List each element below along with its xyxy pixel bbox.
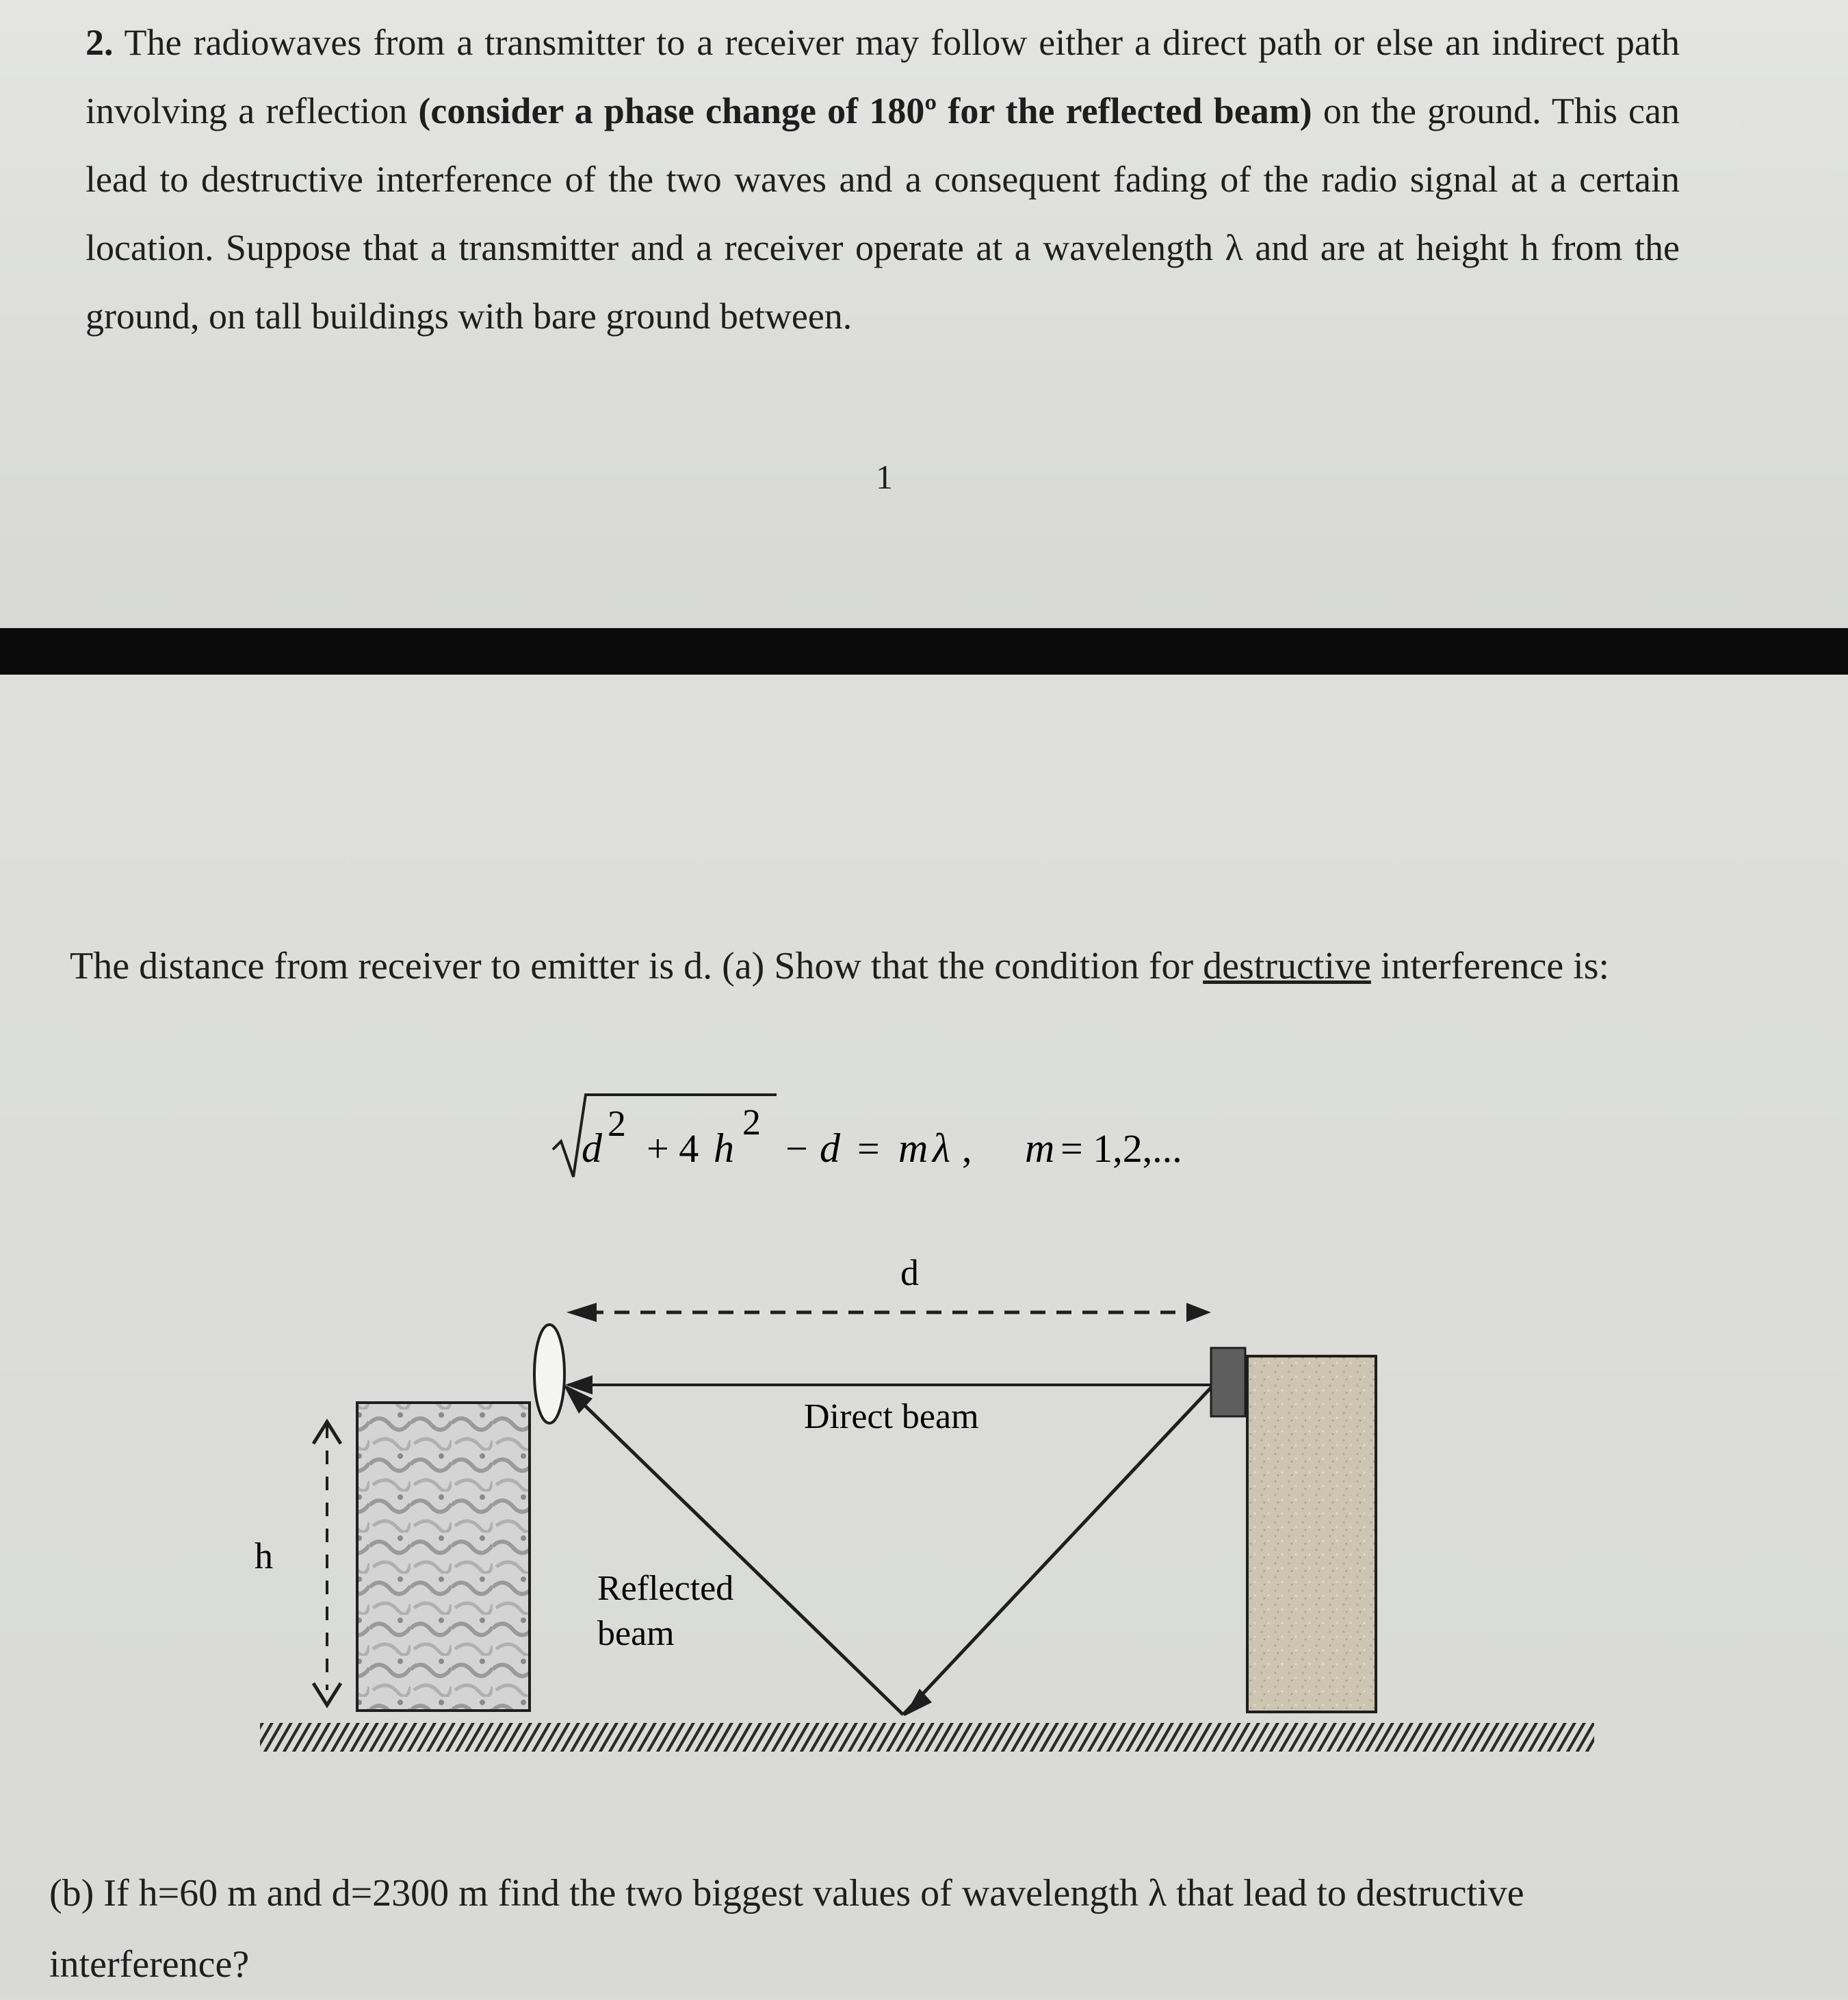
eq-d-symbol: d — [582, 1126, 602, 1171]
eq-m: m — [898, 1126, 928, 1171]
eq-m-range-values: = 1,2,... — [1060, 1126, 1182, 1171]
destructive-interference-equation — [0, 1074, 1848, 1197]
eq-minus: − — [785, 1126, 808, 1171]
eq-d-term: d — [820, 1126, 840, 1171]
destructive-underlined: destructive — [1203, 945, 1371, 987]
reflected-beam-label-line2: beam — [597, 1614, 675, 1653]
eq-lambda: λ — [933, 1126, 950, 1171]
height-h-label: h — [255, 1535, 273, 1576]
distance-d-label: d — [900, 1252, 919, 1293]
right-building — [1247, 1356, 1376, 1712]
page-number: 1 — [876, 458, 893, 496]
right-receiver — [1211, 1348, 1245, 1416]
eq-h-symbol: h — [714, 1126, 734, 1171]
eq-h-exponent: 2 — [742, 1102, 761, 1143]
part-a-text-2: interference is: — [1370, 945, 1610, 987]
part-b-question: (b) If h=60 m and d=2300 m find the two biggest values of wavelength λ that lead to destructive interference? — [49, 1872, 1524, 1986]
distance-arrowhead-right — [1186, 1303, 1211, 1322]
page-divider — [0, 628, 1848, 675]
eq-plus-4: + 4 — [647, 1126, 699, 1171]
eq-comma: , — [962, 1126, 972, 1171]
left-antenna — [534, 1325, 564, 1423]
left-building — [357, 1403, 530, 1711]
reflected-beam-label-line1: Reflected — [597, 1569, 734, 1608]
phase-change-note: (consider a phase change of 180º for the reflected beam) — [418, 90, 1312, 131]
reflected-beam-arrowhead-ground — [905, 1689, 932, 1716]
ground-hatching — [260, 1723, 1594, 1752]
reflected-beam-incoming — [571, 1392, 903, 1715]
distance-arrowhead-left — [567, 1303, 597, 1322]
reflected-beam-outgoing — [903, 1388, 1211, 1715]
problem-text-part-2: on the ground. This can lead to destructive interference of the two waves and a consequent fading of the radio signal at a certain location. Suppose that a transmitter and a receiver operate at a wavelength λ and are at height h from the ground, on tall buildings with bare ground between. — [86, 90, 1680, 337]
eq-equals: = — [857, 1126, 880, 1171]
problem-number: 2. — [86, 22, 114, 63]
upper-page — [0, 0, 1848, 628]
eq-m-range-var: m — [1025, 1126, 1055, 1171]
problem-text-part-1: The radiowaves from a transmitter to a receiver may follow either a direct path or else an indirect path involving a reflection — [86, 22, 1680, 131]
part-a-question — [70, 932, 1691, 1000]
interference-diagram — [0, 1245, 1848, 1793]
eq-d-exponent: 2 — [608, 1103, 626, 1144]
problem-statement — [86, 8, 1680, 350]
direct-beam-label: Direct beam — [804, 1397, 979, 1436]
part-a-text-1: The distance from receiver to emitter is d. (a) Show that the condition for — [70, 945, 1203, 987]
